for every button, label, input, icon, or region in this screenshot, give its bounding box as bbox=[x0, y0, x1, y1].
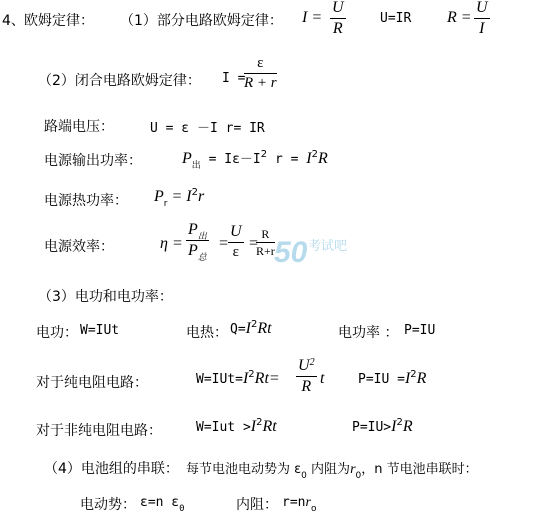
nonpure-power-formula: $P=IU>I^2R$ bbox=[352, 417, 413, 435]
section-4-text: 每节电池电动势为 $\varepsilon_0$ 内阻为$r_0$，n 节电池串联时： bbox=[186, 462, 478, 481]
output-power-label: 电源输出功率： bbox=[44, 153, 142, 169]
resistance-formula-lhs: R = bbox=[447, 9, 472, 26]
heat-label: 电热： bbox=[186, 325, 228, 341]
output-power-formula: $P_出 = I\varepsilon-I^2$ $r = I^2R$ bbox=[182, 149, 328, 171]
pure-power-formula: $P=IU =I^2R$ bbox=[358, 369, 427, 387]
ohm-formula-fraction: $\frac{U}{R}$ bbox=[332, 0, 344, 37]
nonpure-resistance-label: 对于非纯电阻电路： bbox=[36, 423, 162, 439]
terminal-voltage-label: 路端电压： bbox=[44, 119, 114, 135]
partial-circuit-label: （1）部分电路欧姆定律： bbox=[120, 13, 283, 29]
efficiency-symbol: η = bbox=[160, 235, 183, 252]
item-number: 4、 bbox=[2, 13, 25, 29]
emf-label: 电动势： bbox=[80, 497, 136, 513]
nonpure-work-formula: $W=Iut >I^2Rt$ bbox=[196, 417, 277, 435]
pure-work-time: t bbox=[320, 370, 325, 387]
heat-power-formula: $P_r = I^2r$ bbox=[154, 187, 205, 209]
resistance-formula-fraction: $\frac{U}{I}$ bbox=[476, 0, 488, 37]
heat-power-label: 电源热功率： bbox=[44, 193, 128, 209]
power-label: 电功率 ： bbox=[338, 325, 399, 341]
ohm-law-title: 欧姆定律： bbox=[24, 13, 94, 29]
ohm-formula-product: U=IR bbox=[380, 11, 412, 26]
internal-resistance-formula: $r=nr_o$ bbox=[282, 495, 317, 514]
efficiency-voltage-ratio: $\frac{U}{\varepsilon}$ bbox=[230, 223, 242, 260]
efficiency-resistance-ratio: $\frac{R}{R+r}$ bbox=[256, 227, 275, 258]
watermark-number: 50 bbox=[274, 236, 308, 269]
watermark-logo bbox=[272, 232, 362, 272]
closed-circuit-label: （2）闭合电路欧姆定律： bbox=[38, 73, 201, 89]
efficiency-power-ratio: $P_出$ $P_总$ bbox=[188, 221, 207, 262]
watermark-text: 考试吧 bbox=[308, 239, 348, 254]
pure-work-fraction: $\frac{U^2}{R}$ bbox=[298, 357, 315, 395]
efficiency-eq-1: = bbox=[218, 235, 229, 252]
section-3-label: （3）电功和电功率： bbox=[38, 289, 173, 305]
section-4-label: （4）电池组的串联： bbox=[44, 461, 179, 477]
work-formula: W=IUt bbox=[80, 323, 120, 338]
pure-work-formula: $W=IUt=I^2Rt=$ bbox=[196, 369, 280, 387]
terminal-voltage-formula: U = ε －I r= IR bbox=[150, 121, 265, 136]
emf-formula: ε=n $\varepsilon_0$ bbox=[140, 495, 185, 514]
heat-formula: $Q=I^2Rt$ bbox=[230, 319, 272, 337]
work-label: 电功： bbox=[36, 325, 78, 341]
internal-resistance-label: 内阻： bbox=[236, 497, 278, 513]
efficiency-eq-2: = bbox=[248, 235, 259, 252]
current-formula-lhs: I = bbox=[222, 71, 246, 86]
ohm-formula-lhs: I = bbox=[302, 9, 323, 26]
power-formula: P=IU bbox=[404, 323, 436, 338]
current-formula-fraction: $\frac{\varepsilon}{R + r}$ bbox=[244, 55, 277, 91]
efficiency-label: 电源效率： bbox=[44, 239, 114, 255]
pure-resistance-label: 对于纯电阻电路： bbox=[36, 375, 148, 391]
